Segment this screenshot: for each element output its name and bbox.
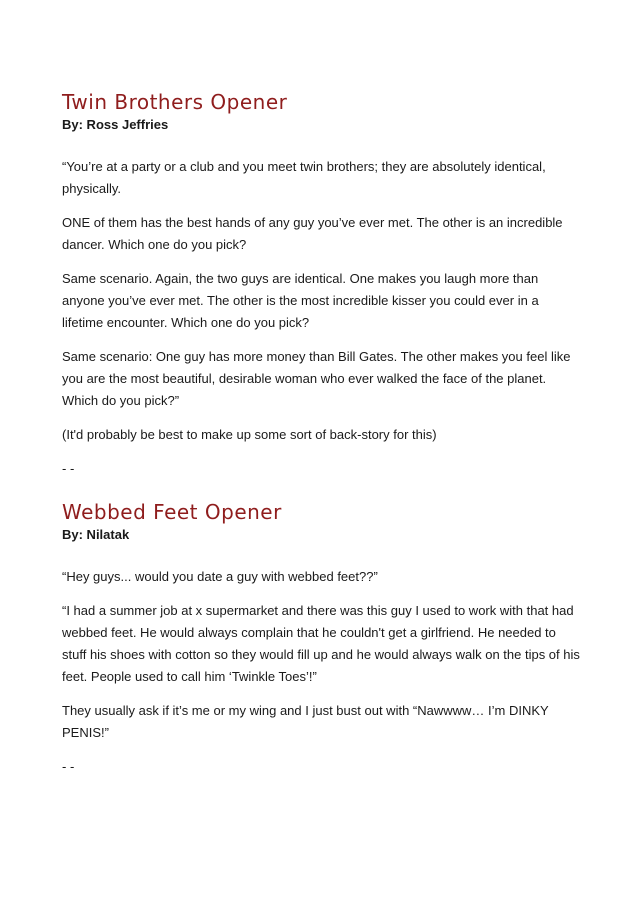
section-twin-brothers xyxy=(62,88,582,478)
section-title: Twin Brothers Opener xyxy=(62,90,288,114)
section-separator: - - xyxy=(62,461,75,476)
paragraph: They usually ask if it’s me or my wing and I just bust out with “Nawwww… I’m DINKY PENIS!” xyxy=(62,703,549,740)
paragraph: Same scenario. Again, the two guys are identical. One makes you laugh more than anyone you’ve ever met. The other is the most incredible kisser you could ever in a lifetime encounter. Which one do you pick? xyxy=(62,271,539,330)
paragraph: ONE of them has the best hands of any guy you’ve ever met. The other is an incredible dancer. Which one do you pick? xyxy=(62,215,563,252)
paragraph: “Hey guys... would you date a guy with webbed feet??” xyxy=(62,569,378,584)
document-page xyxy=(62,88,582,796)
section-webbed-feet xyxy=(62,498,582,776)
paragraph: (It'd probably be best to make up some sort of back-story for this) xyxy=(62,427,437,442)
section-title: Webbed Feet Opener xyxy=(62,500,282,524)
byline: By: Ross Jeffries xyxy=(62,117,169,132)
section-separator: - - xyxy=(62,759,75,774)
paragraph: “You’re at a party or a club and you meet twin brothers; they are absolutely identical, physically. xyxy=(62,159,546,196)
paragraph: “I had a summer job at x supermarket and there was this guy I used to work with that had webbed feet. He would always complain that he couldn't get a girlfriend. He needed to stuff his shoes with cotton so they would fill up and he would always walk on the tips of his feet. People used to call him ‘Twinkle Toes’!” xyxy=(62,603,580,684)
paragraph: Same scenario: One guy has more money than Bill Gates. The other makes you feel like you are the most beautiful, desirable woman who ever walked the face of the planet. Which do you pick?” xyxy=(62,349,571,408)
byline: By: Nilatak xyxy=(62,527,130,542)
